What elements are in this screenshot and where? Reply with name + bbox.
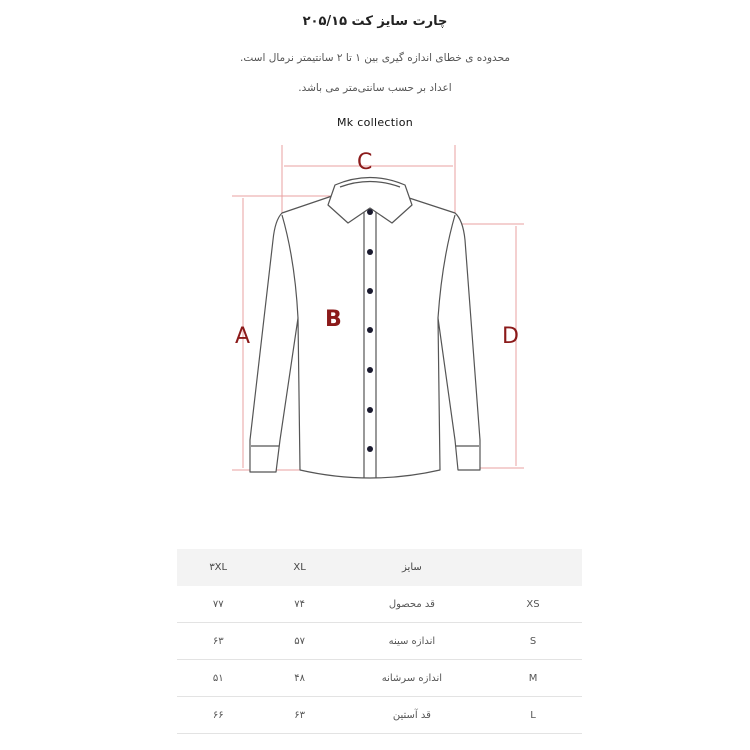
- brand-name: Mk collection: [336, 116, 414, 129]
- table-row: [177, 623, 582, 660]
- shirt-outline: [250, 178, 480, 479]
- table-cell: XS: [484, 586, 582, 623]
- table-header: [484, 549, 582, 586]
- table-cell: S: [484, 623, 582, 660]
- table-header: سایز: [340, 549, 484, 586]
- table-cell: ۶۶: [177, 697, 259, 734]
- table-header: ۳XL: [177, 549, 259, 586]
- table-cell: قد آستین: [340, 697, 484, 734]
- size-table: [177, 549, 582, 734]
- table-header-row: [177, 549, 582, 586]
- table-cell: اندازه سرشانه: [340, 660, 484, 697]
- table-cell: ۵۱: [177, 660, 259, 697]
- table-cell: ۷۴: [259, 586, 339, 623]
- table-row: [177, 660, 582, 697]
- chart-title: چارت سایز کت ۲۰۵/۱۵: [302, 14, 448, 29]
- label-a: A: [235, 324, 251, 349]
- label-b: B: [325, 307, 342, 332]
- table-header: XL: [259, 549, 339, 586]
- table-row: [177, 697, 582, 734]
- table-cell: اندازه سینه: [340, 623, 484, 660]
- table-cell: ۶۳: [177, 623, 259, 660]
- units-note: اعداد بر حسب سانتی‌متر می باشد.: [298, 82, 452, 94]
- table-cell: ۶۳: [259, 697, 339, 734]
- table-cell: ۷۷: [177, 586, 259, 623]
- table-cell: M: [484, 660, 582, 697]
- shirt-measurement-diagram: [0, 130, 750, 490]
- table-row: [177, 586, 582, 623]
- label-d: D: [502, 324, 519, 349]
- table-cell: ۵۷: [259, 623, 339, 660]
- measurement-error-note: محدوده ی خطای اندازه گیری بین ۱ تا ۲ سانتیمتر نرمال است.: [240, 52, 510, 64]
- table-cell: L: [484, 697, 582, 734]
- table-cell: ۴۸: [259, 660, 339, 697]
- label-c: C: [357, 150, 373, 175]
- table-cell: قد محصول: [340, 586, 484, 623]
